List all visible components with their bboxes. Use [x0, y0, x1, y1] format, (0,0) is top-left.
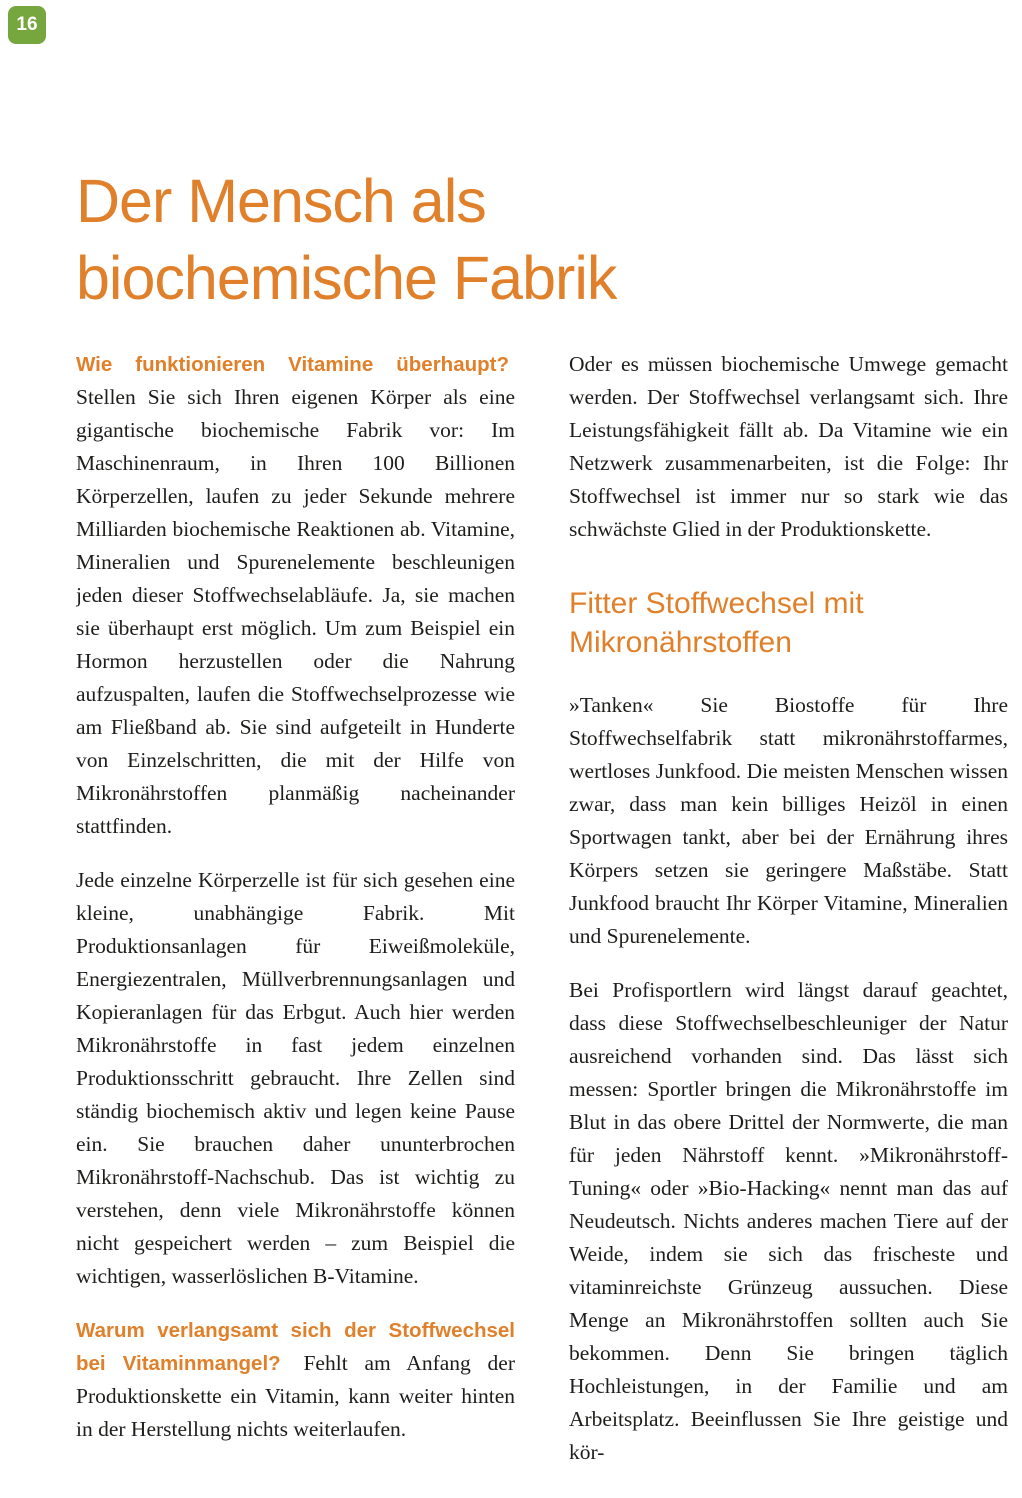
paragraph-text: Oder es müssen biochemische Umwege gemacht werden. Der Stoffwechsel verlangsamt sich. Ihre Leistungsfähigkeit fällt ab. Da Vitamine wie ein Netzwerk zusammenarbeiten, ist die Folge: Ihr Stoffwechsel ist immer nur so stark wie das schwächste Glied in der Produktionskette.	[569, 352, 1008, 541]
question-lead-how-vitamins-work: Wie funktionieren Vitamine überhaupt?	[76, 353, 509, 376]
paragraph-text: »Tanken« Sie Biostoffe für Ihre Stoffwechselfabrik statt mikronährstoffarmes, wertloses Junkfood. Die meisten Menschen wissen zwar, dass man kein billiges Heizöl in einen Sportwagen tankt, aber bei der Ernährung ihres Körpers setzen sie geringere Maßstäbe. Statt Junkfood braucht Ihr Körper Vitamine, Mineralien und Spurenelemente.	[569, 693, 1008, 948]
paragraph-metabolism-slowdown	[76, 1314, 515, 1446]
page-title-line2: biochemische Fabrik	[76, 243, 617, 312]
right-column	[569, 348, 1008, 1498]
left-column	[76, 348, 515, 1498]
paragraph-text: Jede einzelne Körperzelle ist für sich gesehen eine kleine, unabhängige Fabrik. Mit Produktionsanlagen für Eiweißmoleküle, Energiezentralen, Müllverbrennungsanlagen und Kopieranlagen für das Erbgut. Auch hier werden Mikronährstoffe in fast jedem einzelnen Produktionsschritt gebraucht. Ihre Zellen sind ständig biochemisch aktiv und legen keine Pause ein. Sie brauchen daher ununterbrochen Mikronährstoff-Nachschub. Das ist wichtig zu verstehen, denn viele Mikronährstoffe können nicht gespeichert werden – zum Beispiel die wichtigen, wasserlöslichen B-Vitamine.	[76, 868, 515, 1288]
paragraph-profisportler	[569, 974, 1008, 1469]
paragraph-text: Fehlt am Anfang der Produktionskette ein Vitamin, kann weiter hinten in der Herstellung nichts weiterlaufen.	[76, 1351, 516, 1441]
page-title-line1: Der Mensch als	[76, 166, 486, 235]
page-number: 16	[16, 14, 38, 35]
paragraph-how-vitamins-work	[76, 348, 515, 843]
question-lead-metabolism-slowdown: Warum verlangsamt sich der Stoffwechsel bei Vitaminmangel?	[76, 1319, 515, 1375]
page-title	[76, 163, 616, 317]
paragraph-text: Stellen Sie sich Ihren eigenen Körper als eine gigantische biochemische Fabrik vor: Im Maschinenraum, in Ihren 100 Billionen Körperzellen, laufen zu jeder Sekunde mehrere Milliarden biochemische Reaktionen ab. Vitamine, Mineralien und Spurenelemente beschleunigen jeden dieser Stoffwechselabläufe. Ja, sie machen sie überhaupt erst möglich. Um zum Beispiel ein Hormon herzustellen oder die Nahrung aufzuspalten, laufen die Stoffwechselprozesse wie am Fließband ab. Sie sind aufgeteilt in Hunderte von Einzelschritten, die mit der Hilfe von Mikronährstoffen planmäßig nacheinander stattfinden.	[76, 385, 515, 838]
paragraph-detours	[569, 348, 1008, 546]
paragraph-tanken-biostoffe	[569, 689, 1008, 953]
page-number-badge	[8, 6, 46, 44]
paragraph-cell-factory	[76, 864, 515, 1293]
paragraph-text: Bei Profisportlern wird längst darauf geachtet, dass diese Stoffwechselbeschleuniger der Natur ausreichend vorhanden sind. Das lässt sich messen: Sportler bringen die Mikronährstoffe im Blut in das obere Drittel der Normwerte, die man für jeden Nährstoff kennt. »Mikronährstoff-Tuning« oder »Bio-Hacking« nennt man das auf Neudeutsch. Nichts anderes machen Tiere auf der Weide, indem sie sich das frischeste und vitaminreichste Grünzeug aussuchen. Diese Menge an Mikronährstoffen sollten auch Sie bekommen. Denn Sie bringen täglich Hochleistungen, in der Familie und am Arbeitsplatz. Beeinflussen Sie Ihre geistige und kör-	[569, 978, 1008, 1464]
text-columns	[76, 348, 1008, 1498]
section-heading-fitter-metabolism: Fitter Stoffwechsel mit Mikronährstoffen	[569, 587, 864, 659]
